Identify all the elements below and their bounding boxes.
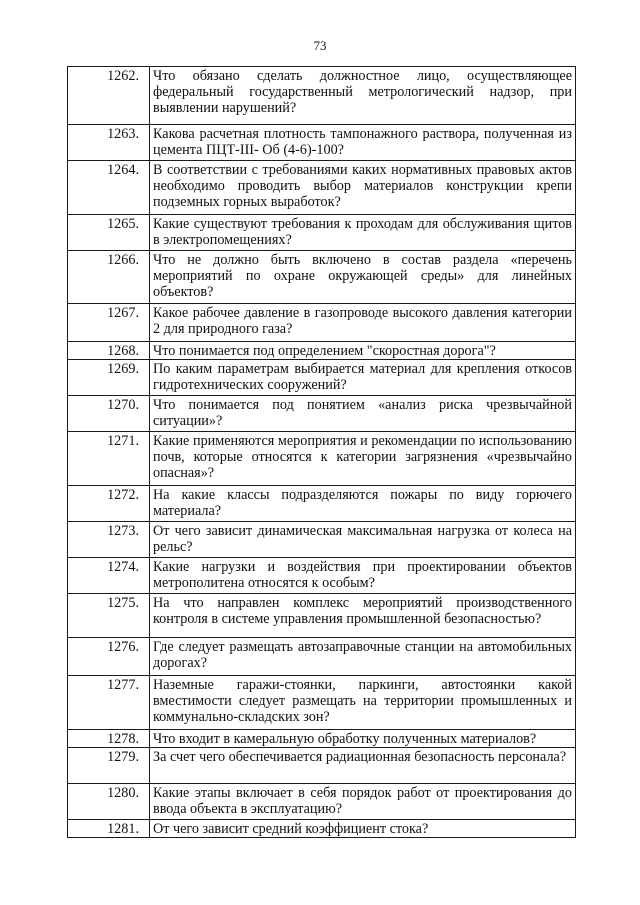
question-number: 1262.	[68, 67, 150, 125]
question-text: Какие нагрузки и воздействия при проектировании объектов метрополитена относятся к особым?	[150, 558, 576, 594]
table-row	[68, 67, 576, 125]
table-row	[68, 432, 576, 486]
question-text: От чего зависит динамическая максимальная нагрузка от колеса на рельс?	[150, 522, 576, 558]
question-number: 1280.	[68, 784, 150, 820]
table-row	[68, 638, 576, 676]
table-row	[68, 215, 576, 251]
question-text: По каким параметрам выбирается материал для крепления откосов гидротехнических сооружений?	[150, 360, 576, 396]
question-number: 1274.	[68, 558, 150, 594]
table-row	[68, 558, 576, 594]
question-number: 1276.	[68, 638, 150, 676]
question-number: 1281.	[68, 820, 150, 838]
question-text: Что обязано сделать должностное лицо, осуществляющее федеральный государственный метрологический надзор, при выявлении нарушений?	[150, 67, 576, 125]
question-text: Что понимается под понятием «анализ риска чрезвычайной ситуации»?	[150, 396, 576, 432]
question-text: В соответствии с требованиями каких нормативных правовых актов необходимо проводить выбор материалов конструкции крепи подземных горных выработок?	[150, 161, 576, 215]
question-number: 1265.	[68, 215, 150, 251]
question-number: 1273.	[68, 522, 150, 558]
question-number: 1268.	[68, 342, 150, 360]
question-number: 1266.	[68, 251, 150, 304]
table-row	[68, 748, 576, 784]
table-row	[68, 161, 576, 215]
question-number: 1279.	[68, 748, 150, 784]
question-number: 1277.	[68, 676, 150, 730]
question-text: Что входит в камеральную обработку полученных материалов?	[150, 730, 576, 748]
question-text: Какие существуют требования к проходам для обслуживания щитов в электропомещениях?	[150, 215, 576, 251]
question-number: 1267.	[68, 304, 150, 342]
table-row	[68, 820, 576, 838]
question-number: 1271.	[68, 432, 150, 486]
question-number: 1278.	[68, 730, 150, 748]
table-row	[68, 676, 576, 730]
question-text: От чего зависит средний коэффициент стока?	[150, 820, 576, 838]
question-text: Где следует размещать автозаправочные станции на автомобильных дорогах?	[150, 638, 576, 676]
question-text: Какова расчетная плотность тампонажного раствора, полученная из цемента ПЦТ-III- Об (4-6)-100?	[150, 125, 576, 161]
table-row	[68, 342, 576, 360]
table-row	[68, 594, 576, 638]
table-row	[68, 125, 576, 161]
table-row	[68, 304, 576, 342]
table-row	[68, 396, 576, 432]
question-number: 1269.	[68, 360, 150, 396]
question-text: Какие этапы включает в себя порядок работ от проектирования до ввода объекта в эксплуатацию?	[150, 784, 576, 820]
page-number: 73	[313, 38, 327, 53]
table-row	[68, 486, 576, 522]
question-number: 1270.	[68, 396, 150, 432]
question-number: 1275.	[68, 594, 150, 638]
question-text: Что не должно быть включено в состав раздела «перечень мероприятий по охране окружающей среды» для линейных объектов?	[150, 251, 576, 304]
question-text: За счет чего обеспечивается радиационная безопасность персонала?	[150, 748, 576, 784]
question-number: 1263.	[68, 125, 150, 161]
table-row	[68, 730, 576, 748]
table-row	[68, 251, 576, 304]
question-number: 1272.	[68, 486, 150, 522]
question-text: На какие классы подразделяются пожары по виду горючего материала?	[150, 486, 576, 522]
question-text: Какое рабочее давление в газопроводе высокого давления категории 2 для природного газа?	[150, 304, 576, 342]
question-text: Какие применяются мероприятия и рекомендации по использованию почв, которые относятся к категории загрязнения «чрезвычайно опасная»?	[150, 432, 576, 486]
table-row	[68, 522, 576, 558]
question-text: На что направлен комплекс мероприятий производственного контроля в системе управления промышленной безопасностью?	[150, 594, 576, 638]
table-row	[68, 784, 576, 820]
question-text: Что понимается под определением "скоростная дорога"?	[150, 342, 576, 360]
question-number: 1264.	[68, 161, 150, 215]
question-text: Наземные гаражи-стоянки, паркинги, автостоянки какой вместимости следует размещать на территории промышленных и коммунально-складских зон?	[150, 676, 576, 730]
questions-table	[67, 66, 576, 838]
table-row	[68, 360, 576, 396]
